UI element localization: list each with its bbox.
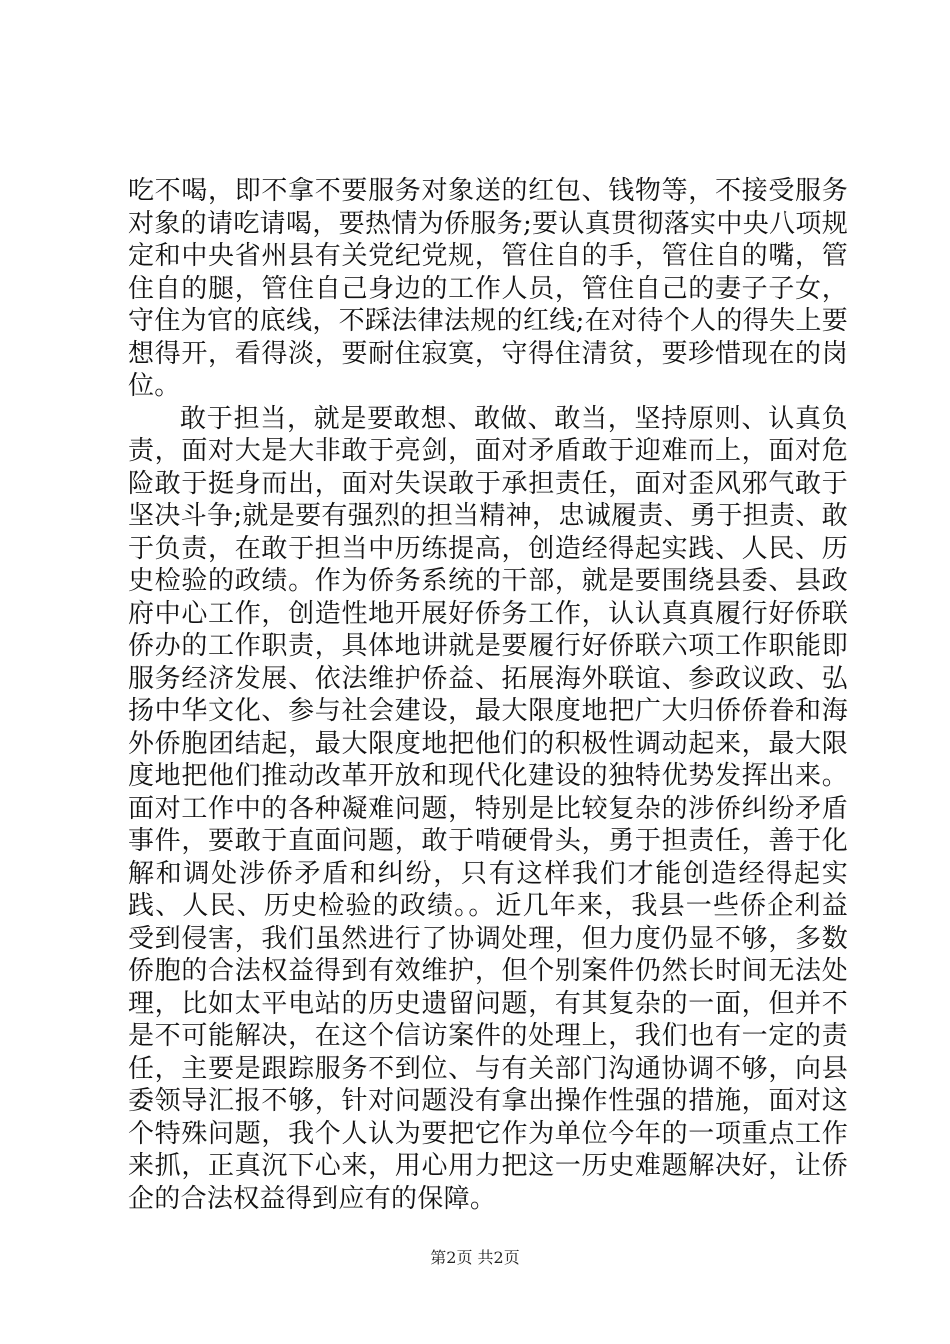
document-body (128, 175, 848, 1215)
paragraph-2: 敢于担当，就是要敢想、敢做、敢当，坚持原则、认真负责，面对大是大非敢于亮剑，面对矛盾敢于迎难而上，面对危险敢于挺身而出，面对失误敢于承担责任，面对歪风邪气敢于坚决斗争;就是要有强烈的担当精神，忠诚履责、勇于担责、敢于负责，在敢于担当中历练提高，创造经得起实践、人民、历史检验的政绩。作为侨务系统的干部，就是要围绕县委、县政府中心工作，创造性地开展好侨务工作，认认真真履行好侨联侨办的工作职责，具体地讲就是要履行好侨联六项工作职能即服务经济发展、依法维护侨益、拓展海外联谊、参政议政、弘扬中华文化、参与社会建设，最大限度地把广大归侨侨眷和海外侨胞团结起，最大限度地把他们的积极性调动起来，最大限度地把他们推动改革开放和现代化建设的独特优势发挥出来。面对工作中的各种凝难问题，特别是比较复杂的涉侨纠纷矛盾事件，要敢于直面问题，敢于啃硬骨头，勇于担责任，善于化解和调处涉侨矛盾和纠纷，只有这样我们才能创造经得起实践、人民、历史检验的政绩。。近几年来，我县一些侨企利益受到侵害，我们虽然进行了协调处理，但力度仍显不够，多数侨胞的合法权益得到有效维护，但个别案件仍然长时间无法处理，比如太平电站的历史遗留问题，有其复杂的一面，但并不是不可能解决，在这个信访案件的处理上，我们也有一定的责任，主要是跟踪服务不到位、与有关部门沟通协调不够，向县委领导汇报不够，针对问题没有拿出操作性强的措施，面对这个特殊问题，我个人认为要把它作为单位今年的一项重点工作来抓，正真沉下心来，用心用力把这一历史难题解决好，让侨企的合法权益得到应有的保障。 (128, 403, 848, 1214)
page-number-footer: 第2页 共2页 (430, 1248, 520, 1267)
paragraph-1: 吃不喝，即不拿不要服务对象送的红包、钱物等，不接受服务对象的请吃请喝，要热情为侨服务;要认真贯彻落实中央八项规定和中央省州县有关党纪党规，管住自的手，管住自的嘴，管住自的腿，管住自己身边的工作人员，管住自己的妻子子女，守住为官的底线，不踩法律法规的红线;在对待个人的得失上要想得开，看得淡，要耐住寂寞，守得住清贫，要珍惜现在的岗位。 (128, 176, 848, 401)
